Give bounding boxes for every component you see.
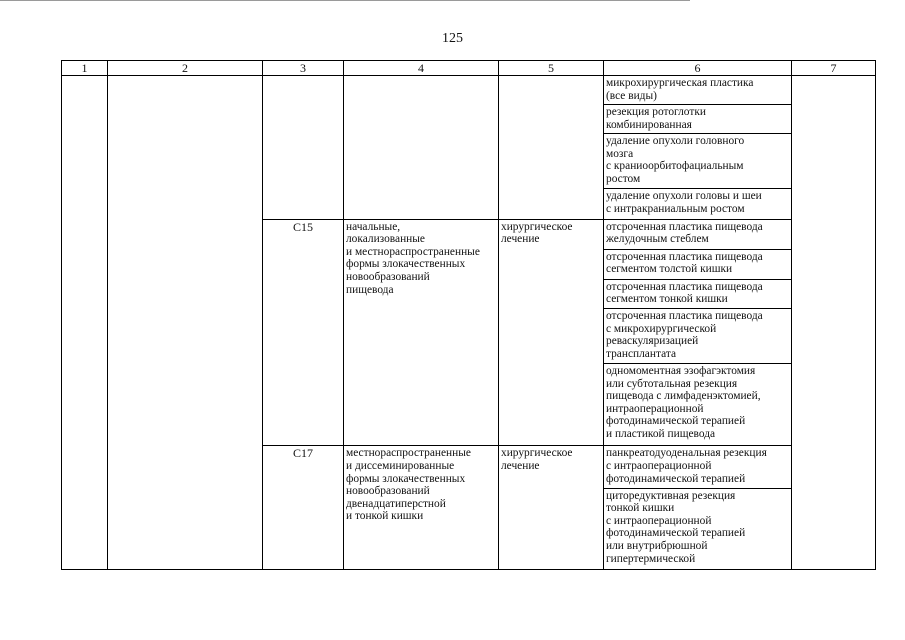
cell-col1 <box>62 76 108 570</box>
column-number: 5 <box>499 61 604 76</box>
top-edge-line <box>0 0 690 1</box>
cell-code-empty <box>263 76 344 220</box>
cell-col2 <box>108 76 263 570</box>
column-number: 6 <box>604 61 792 76</box>
procedure-cell: микрохирургическая пластика (все виды) <box>604 76 792 105</box>
procedure-cell: удаление опухоли головы и шеи с интракраниальным ростом <box>604 189 792 219</box>
medical-care-table <box>61 60 876 570</box>
column-number: 2 <box>108 61 263 76</box>
cell-diagnosis-empty <box>344 76 499 220</box>
procedure-cell: отсроченная пластика пищевода с микрохирургической реваскуляризацией трансплантата <box>604 308 792 363</box>
column-number: 7 <box>792 61 876 76</box>
treatment-cell: хирургическое лечение <box>499 219 604 446</box>
diagnosis-cell: начальные, локализованные и местнораспространенные формы злокачественных новообразований пищевода <box>344 219 499 446</box>
column-number: 1 <box>62 61 108 76</box>
procedure-cell: отсроченная пластика пищевода сегментом тонкой кишки <box>604 279 792 308</box>
cell-treatment-empty <box>499 76 604 220</box>
diagnosis-cell: местнораспространенные и диссеминированные формы злокачественных новообразований двенадцатиперстной и тонкой кишки <box>344 446 499 570</box>
page-number: 125 <box>442 31 463 46</box>
procedure-cell: отсроченная пластика пищевода сегментом толстой кишки <box>604 249 792 279</box>
treatment-cell: хирургическое лечение <box>499 446 604 570</box>
column-number-row <box>62 61 876 76</box>
procedure-cell: отсроченная пластика пищевода желудочным стеблем <box>604 219 792 249</box>
column-number: 4 <box>344 61 499 76</box>
cell-col7 <box>792 76 876 570</box>
icd-code-cell: C17 <box>263 446 344 570</box>
procedure-cell: резекция ротоглотки комбинированная <box>604 105 792 134</box>
procedure-cell: панкреатодуоденальная резекция с интраоперационной фотодинамической терапией <box>604 446 792 488</box>
icd-code-cell: C15 <box>263 219 344 446</box>
procedure-cell: удаление опухоли головного мозга с краниоорбитофациальным ростом <box>604 134 792 189</box>
procedure-cell: циторедуктивная резекция тонкой кишки с интраоперационной фотодинамической терапией или внутрибрюшной гипертермической <box>604 488 792 569</box>
procedure-cell: одномоментная эзофагэктомия или субтотальная резекция пищевода с лимфаденэктомией, интраоперационной фотодинамической терапией и пластикой пищевода <box>604 364 792 446</box>
column-number: 3 <box>263 61 344 76</box>
table-row <box>62 76 876 105</box>
